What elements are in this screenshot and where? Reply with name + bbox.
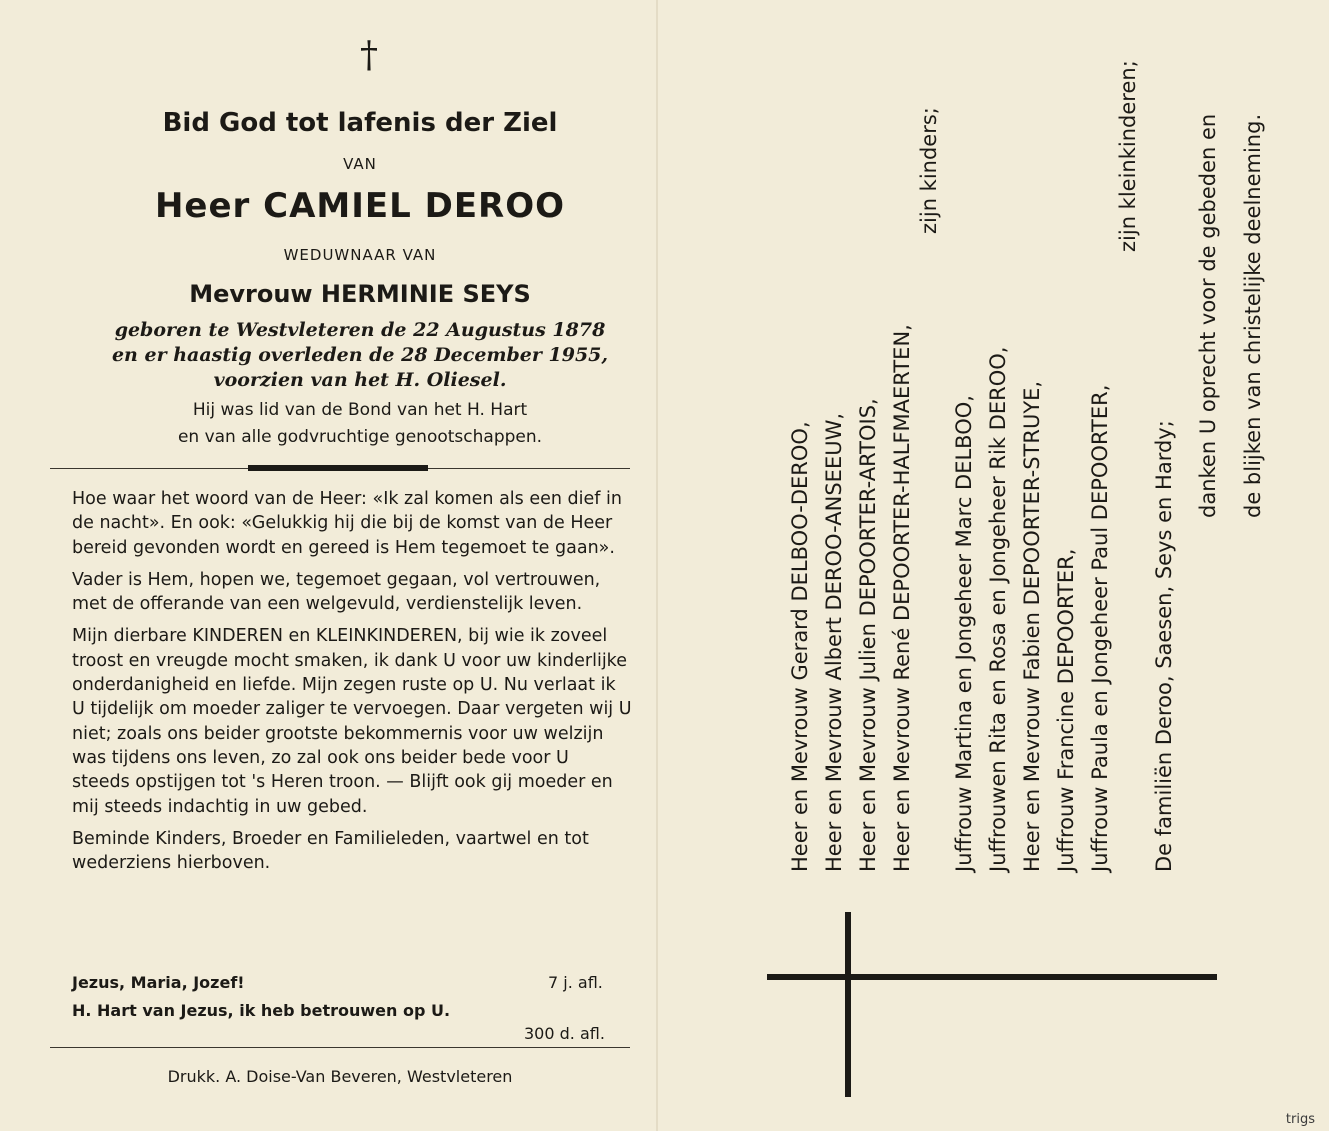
child-line-4: Heer en Mevrouw René DEPOORTER-HALFMAERTEN, xyxy=(890,324,914,872)
divider-bar xyxy=(248,465,428,471)
paragraph-3: Mijn dierbare KINDEREN en KLEINKINDEREN, bij wie ik zoveel troost en vreugde mocht smaken, ik dank U voor uw kinderlijke onderdanigheid en liefde. Mijn zegen ruste op U. Nu verlaat ik U tijdelijk om moeder zaliger te vervoegen. Daar vergeten wij U niet; zoals ons beider grootste bekommernis voor uw welzijn was tijdens ons leven, zo zal ook ons beider bede voor U steeds opstijgen tot 's Heren troon. — Blijft ook gij moeder en mij steeds indachtig in uw gebed. xyxy=(72,626,632,817)
deceased-name: Heer CAMIEL DEROO xyxy=(154,186,566,226)
membership-line-2: en van alle godvruchtige genootschappen. xyxy=(177,427,543,447)
grandchild-line-3: Heer en Mevrouw Fabien DEPOORTER-STRUYE, xyxy=(1020,380,1044,872)
van-label: VAN xyxy=(343,155,377,173)
invocation-1: Jezus, Maria, Jozef! xyxy=(72,973,245,992)
cross-vertical-bar xyxy=(845,912,851,1097)
grandchild-line-5: Juffrouw Paula en Jongeheer Paul DEPOORTER, xyxy=(1088,384,1112,872)
bottom-divider xyxy=(50,1047,630,1048)
families-line: De familiën Deroo, Saesen, Seys en Hardy; xyxy=(1152,420,1176,872)
paragraph-1: Hoe waar het woord van de Heer: «Ik zal komen als een dief in de nacht». En ook: «Gelukkig hij die bij de komst van de Heer bereid gevonden wordt en gereed is Hem tegemoet te gaan». xyxy=(72,489,622,558)
cross-icon: † xyxy=(360,35,378,76)
grandchild-line-2: Juffrouwen Rita en Rosa en Jongeheer Rik DEROO, xyxy=(986,346,1010,872)
child-line-3: Heer en Mevrouw Julien DEPOORTER-ARTOIS, xyxy=(856,398,880,872)
paragraph-2: Vader is Hem, hopen we, tegemoet gegaan, vol vertrouwen, met de offerande van een welgevuld, verdienstelijk leven. xyxy=(72,569,601,615)
paragraph-4: Beminde Kinders, Broeder en Familieleden, vaartwel en tot wederziens hierboven. xyxy=(72,828,589,874)
indulgence-1: 7 j. afl. xyxy=(548,973,603,992)
grandchild-line-1: Juffrouw Martina en Jongeheer Marc DELBOO, xyxy=(952,395,976,872)
prayer-heading: Bid God tot lafenis der Ziel xyxy=(162,108,558,138)
death-line: en er haastig overleden de 28 December 1955, xyxy=(111,344,609,366)
cross-horizontal-bar xyxy=(767,974,1217,980)
thanks-line-2: de blijken van christelijke deelneming. xyxy=(1241,113,1265,518)
grandchildren-label: zijn kleinkinderen; xyxy=(1116,60,1140,252)
spouse-name: Mevrouw HERMINIE SEYS xyxy=(189,280,531,308)
birth-line: geboren te Westvleteren de 22 Augustus 1878 xyxy=(114,319,606,341)
child-line-2: Heer en Mevrouw Albert DEROO-ANSEEUW, xyxy=(822,412,846,872)
sacrament-line: voorzien van het H. Oliesel. xyxy=(213,369,507,391)
thanks-line-1: danken U oprecht voor de gebeden en xyxy=(1196,113,1220,518)
children-label: zijn kinders; xyxy=(917,107,941,234)
invocation-2: H. Hart van Jezus, ik heb betrouwen op U. xyxy=(72,1001,451,1020)
printer-credit: Drukk. A. Doise-Van Beveren, Westvleteren xyxy=(167,1067,513,1086)
text-body xyxy=(72,487,632,883)
child-line-1: Heer en Mevrouw Gerard DELBOO-DEROO, xyxy=(788,421,812,872)
indulgence-2: 300 d. afl. xyxy=(524,1024,605,1043)
grandchild-line-4: Juffrouw Francine DEPOORTER, xyxy=(1054,548,1078,872)
widower-label: WEDUWNAAR VAN xyxy=(283,246,437,264)
membership-line-1: Hij was lid van de Bond van het H. Hart xyxy=(192,400,528,420)
watermark: trigs xyxy=(1285,1112,1315,1127)
